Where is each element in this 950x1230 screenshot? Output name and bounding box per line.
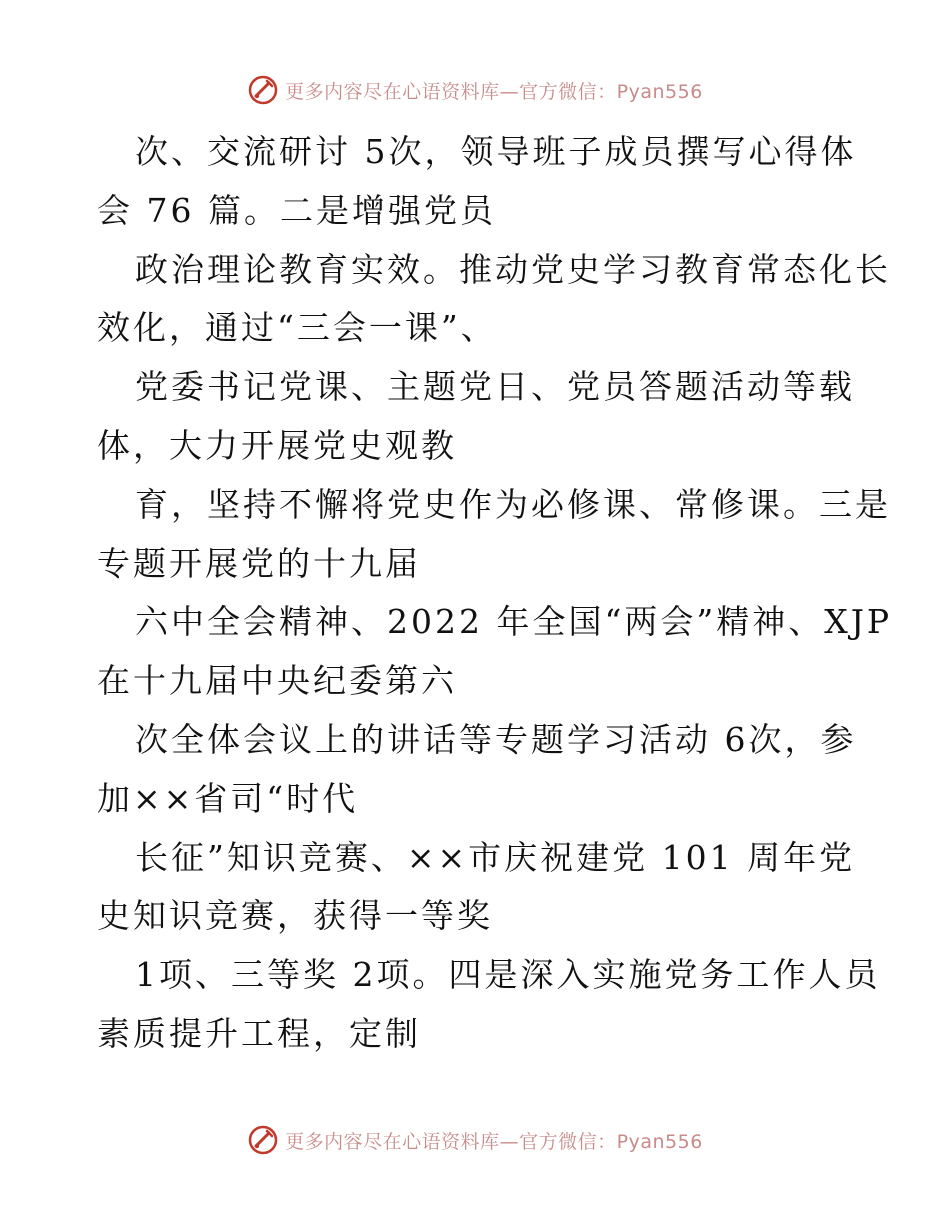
body-line: 史知识竞赛，获得一等奖 (97, 896, 493, 936)
footer-watermark-text: 更多内容尽在心语资料库—官方微信：Pyan556 (285, 1130, 703, 1153)
body-line: 素质提升工程，定制 (97, 1013, 421, 1053)
header-watermark (0, 70, 950, 110)
body-line: 六中全会精神、2022 年全国“两会”精神、XJP (135, 602, 893, 642)
body-line: 会 76 篇。二是增强党员 (97, 190, 496, 230)
body-line: 育，坚持不懈将党史作为必修课、常修课。三是 (135, 484, 891, 524)
body-line: 在十九届中央纪委第六 (97, 661, 457, 701)
body-line: 长征”知识竞赛、××市庆祝建党 101 周年党 (135, 837, 856, 877)
body-line: 体，大力开展党史观教 (97, 425, 457, 465)
red-seal-logo-icon (247, 1124, 279, 1156)
body-line: 政治理论教育实效。推动党史学习教育常态化长 (135, 249, 891, 289)
header-watermark-text: 更多内容尽在心语资料库—官方微信：Pyan556 (285, 80, 703, 103)
document-body (97, 123, 893, 1064)
footer-watermark-content (247, 1124, 703, 1156)
body-line: 专题开展党的十九届 (97, 543, 421, 583)
body-line: 次全体会议上的讲话等专题学习活动 6次，参 (135, 719, 857, 759)
body-line: 次、交流研讨 5次，领导班子成员撰写心得体 (135, 132, 857, 171)
body-line: 1项、三等奖 2项。四是深入实施党务工作人员 (135, 955, 881, 995)
body-line: 效化，通过“三会一课”、 (97, 308, 497, 348)
body-line: 加××省司“时代 (97, 778, 359, 818)
footer-watermark (0, 1120, 950, 1160)
red-seal-logo-icon (247, 74, 279, 106)
body-line: 党委书记党课、主题党日、党员答题活动等载 (135, 367, 855, 407)
header-watermark-content (247, 74, 703, 106)
